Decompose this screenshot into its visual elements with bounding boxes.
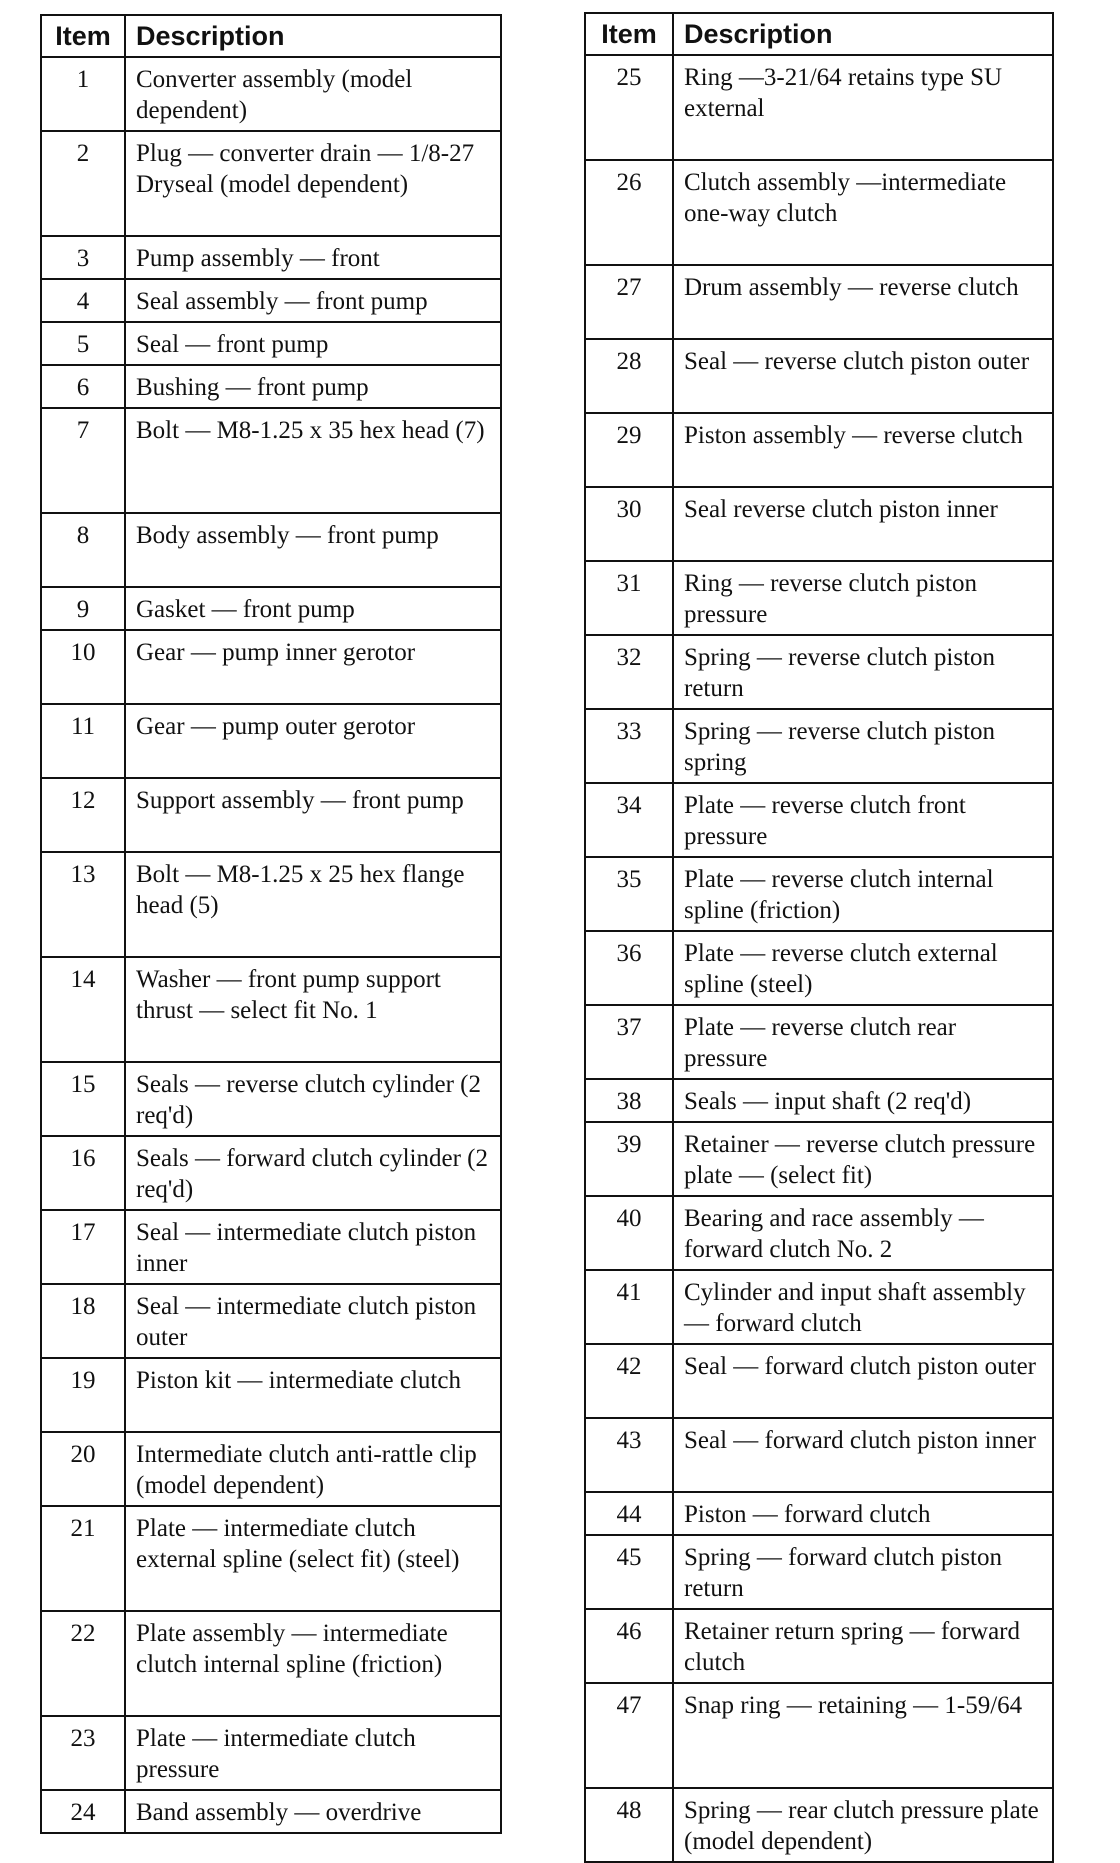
item-number: 38 (585, 1079, 673, 1122)
item-number: 36 (585, 931, 673, 1005)
item-number: 37 (585, 1005, 673, 1079)
item-description: Bolt — M8-1.25 x 25 hex flange head (5) (125, 852, 501, 957)
item-number: 30 (585, 487, 673, 561)
item-description: Band assembly — overdrive (125, 1790, 501, 1833)
item-column-header: Item (41, 15, 125, 57)
table-row (585, 1196, 1053, 1270)
table-row (585, 265, 1053, 339)
table-row (585, 1683, 1053, 1788)
item-description: Seals — reverse clutch cylinder (2 req'd) (125, 1062, 501, 1136)
item-description: Converter assembly (model dependent) (125, 57, 501, 131)
item-description: Spring — forward clutch piston return (673, 1535, 1053, 1609)
item-number: 32 (585, 635, 673, 709)
item-number: 14 (41, 957, 125, 1062)
table-row (41, 365, 501, 408)
item-number: 11 (41, 704, 125, 778)
item-description: Seal assembly — front pump (125, 279, 501, 322)
item-description: Seal — forward clutch piston outer (673, 1344, 1053, 1418)
item-number: 29 (585, 413, 673, 487)
table-row (41, 1062, 501, 1136)
table-row (41, 957, 501, 1062)
item-number: 15 (41, 1062, 125, 1136)
table-row (41, 852, 501, 957)
item-description: Ring —3-21/64 retains type SU external (673, 55, 1053, 160)
item-number: 40 (585, 1196, 673, 1270)
item-number: 35 (585, 857, 673, 931)
table-row (41, 1136, 501, 1210)
item-number: 5 (41, 322, 125, 365)
item-number: 27 (585, 265, 673, 339)
item-number: 6 (41, 365, 125, 408)
item-description: Snap ring — retaining — 1-59/64 (673, 1683, 1053, 1788)
item-number: 44 (585, 1492, 673, 1535)
item-description: Washer — front pump support thrust — select fit No. 1 (125, 957, 501, 1062)
item-description: Piston kit — intermediate clutch (125, 1358, 501, 1432)
item-description: Plug — converter drain — 1/8-27 Dryseal (model dependent) (125, 131, 501, 236)
table-row (41, 1506, 501, 1611)
item-description: Seals — input shaft (2 req'd) (673, 1079, 1053, 1122)
item-description: Pump assembly — front (125, 236, 501, 279)
item-number: 20 (41, 1432, 125, 1506)
item-description: Seals — forward clutch cylinder (2 req'd) (125, 1136, 501, 1210)
table-row (585, 931, 1053, 1005)
item-description: Gasket — front pump (125, 587, 501, 630)
table-row (585, 1418, 1053, 1492)
item-number: 12 (41, 778, 125, 852)
item-description: Seal — intermediate clutch piston outer (125, 1284, 501, 1358)
item-description: Cylinder and input shaft assembly — forward clutch (673, 1270, 1053, 1344)
item-description: Retainer return spring — forward clutch (673, 1609, 1053, 1683)
table-row (41, 1790, 501, 1833)
item-description: Piston — forward clutch (673, 1492, 1053, 1535)
table-row (585, 1609, 1053, 1683)
item-number: 19 (41, 1358, 125, 1432)
table-row (585, 55, 1053, 160)
item-number: 10 (41, 630, 125, 704)
item-number: 9 (41, 587, 125, 630)
item-number: 41 (585, 1270, 673, 1344)
item-number: 25 (585, 55, 673, 160)
item-number: 22 (41, 1611, 125, 1716)
item-number: 28 (585, 339, 673, 413)
table-row (41, 236, 501, 279)
item-number: 46 (585, 1609, 673, 1683)
table-row (41, 704, 501, 778)
table-row (585, 160, 1053, 265)
item-number: 43 (585, 1418, 673, 1492)
table-row (41, 630, 501, 704)
item-description: Drum assembly — reverse clutch (673, 265, 1053, 339)
item-description: Plate — reverse clutch front pressure (673, 783, 1053, 857)
table-row (41, 1716, 501, 1790)
table-row (585, 1535, 1053, 1609)
item-number: 47 (585, 1683, 673, 1788)
parts-table-left (40, 14, 502, 1834)
item-number: 8 (41, 513, 125, 587)
item-description: Seal reverse clutch piston inner (673, 487, 1053, 561)
item-number: 45 (585, 1535, 673, 1609)
item-description: Piston assembly — reverse clutch (673, 413, 1053, 487)
item-description: Plate — intermediate clutch pressure (125, 1716, 501, 1790)
item-description: Bearing and race assembly — forward clutch No. 2 (673, 1196, 1053, 1270)
item-number: 39 (585, 1122, 673, 1196)
table-row (41, 131, 501, 236)
table-row (585, 413, 1053, 487)
item-number: 48 (585, 1788, 673, 1862)
item-description: Bushing — front pump (125, 365, 501, 408)
parts-table-right-body (585, 55, 1053, 1862)
item-description: Gear — pump outer gerotor (125, 704, 501, 778)
item-description: Clutch assembly —intermediate one-way clutch (673, 160, 1053, 265)
item-description: Plate — reverse clutch rear pressure (673, 1005, 1053, 1079)
item-description: Seal — reverse clutch piston outer (673, 339, 1053, 413)
parts-table-right (584, 12, 1054, 1863)
item-description: Plate assembly — intermediate clutch internal spline (friction) (125, 1611, 501, 1716)
item-column-header: Item (585, 13, 673, 55)
table-row (41, 57, 501, 131)
table-header-row (41, 15, 501, 57)
table-row (585, 783, 1053, 857)
item-description: Body assembly — front pump (125, 513, 501, 587)
item-number: 26 (585, 160, 673, 265)
item-description: Seal — intermediate clutch piston inner (125, 1210, 501, 1284)
item-description: Support assembly — front pump (125, 778, 501, 852)
item-description: Retainer — reverse clutch pressure plate — (select fit) (673, 1122, 1053, 1196)
item-description: Bolt — M8-1.25 x 35 hex head (7) (125, 408, 501, 513)
table-row (41, 778, 501, 852)
table-row (585, 561, 1053, 635)
item-description: Spring — reverse clutch piston spring (673, 709, 1053, 783)
table-header-row (585, 13, 1053, 55)
item-description: Plate — reverse clutch internal spline (friction) (673, 857, 1053, 931)
item-number: 34 (585, 783, 673, 857)
table-row (585, 339, 1053, 413)
parts-table-left-body (41, 57, 501, 1833)
description-column-header: Description (125, 15, 501, 57)
table-row (41, 1432, 501, 1506)
table-row (41, 513, 501, 587)
item-description: Gear — pump inner gerotor (125, 630, 501, 704)
item-description: Ring — reverse clutch piston pressure (673, 561, 1053, 635)
item-number: 33 (585, 709, 673, 783)
table-row (585, 487, 1053, 561)
table-row (41, 322, 501, 365)
item-number: 13 (41, 852, 125, 957)
table-row (41, 1358, 501, 1432)
item-number: 24 (41, 1790, 125, 1833)
table-row (41, 1284, 501, 1358)
item-description: Spring — reverse clutch piston return (673, 635, 1053, 709)
table-row (41, 408, 501, 513)
table-row (585, 1344, 1053, 1418)
table-row (585, 857, 1053, 931)
table-row (585, 1122, 1053, 1196)
table-row (585, 1788, 1053, 1862)
table-row (585, 1492, 1053, 1535)
item-description: Intermediate clutch anti-rattle clip (model dependent) (125, 1432, 501, 1506)
table-row (585, 1005, 1053, 1079)
item-number: 42 (585, 1344, 673, 1418)
table-row (41, 1210, 501, 1284)
item-number: 7 (41, 408, 125, 513)
table-row (41, 587, 501, 630)
item-description: Spring — rear clutch pressure plate (model dependent) (673, 1788, 1053, 1862)
item-description: Plate — intermediate clutch external spline (select fit) (steel) (125, 1506, 501, 1611)
description-column-header: Description (673, 13, 1053, 55)
item-number: 4 (41, 279, 125, 322)
item-number: 2 (41, 131, 125, 236)
item-description: Seal — forward clutch piston inner (673, 1418, 1053, 1492)
item-number: 17 (41, 1210, 125, 1284)
table-row (41, 279, 501, 322)
item-number: 23 (41, 1716, 125, 1790)
item-description: Plate — reverse clutch external spline (steel) (673, 931, 1053, 1005)
item-number: 21 (41, 1506, 125, 1611)
item-description: Seal — front pump (125, 322, 501, 365)
table-row (585, 1270, 1053, 1344)
table-row (41, 1611, 501, 1716)
item-number: 1 (41, 57, 125, 131)
item-number: 18 (41, 1284, 125, 1358)
item-number: 16 (41, 1136, 125, 1210)
table-row (585, 635, 1053, 709)
table-row (585, 709, 1053, 783)
table-row (585, 1079, 1053, 1122)
item-number: 3 (41, 236, 125, 279)
item-number: 31 (585, 561, 673, 635)
